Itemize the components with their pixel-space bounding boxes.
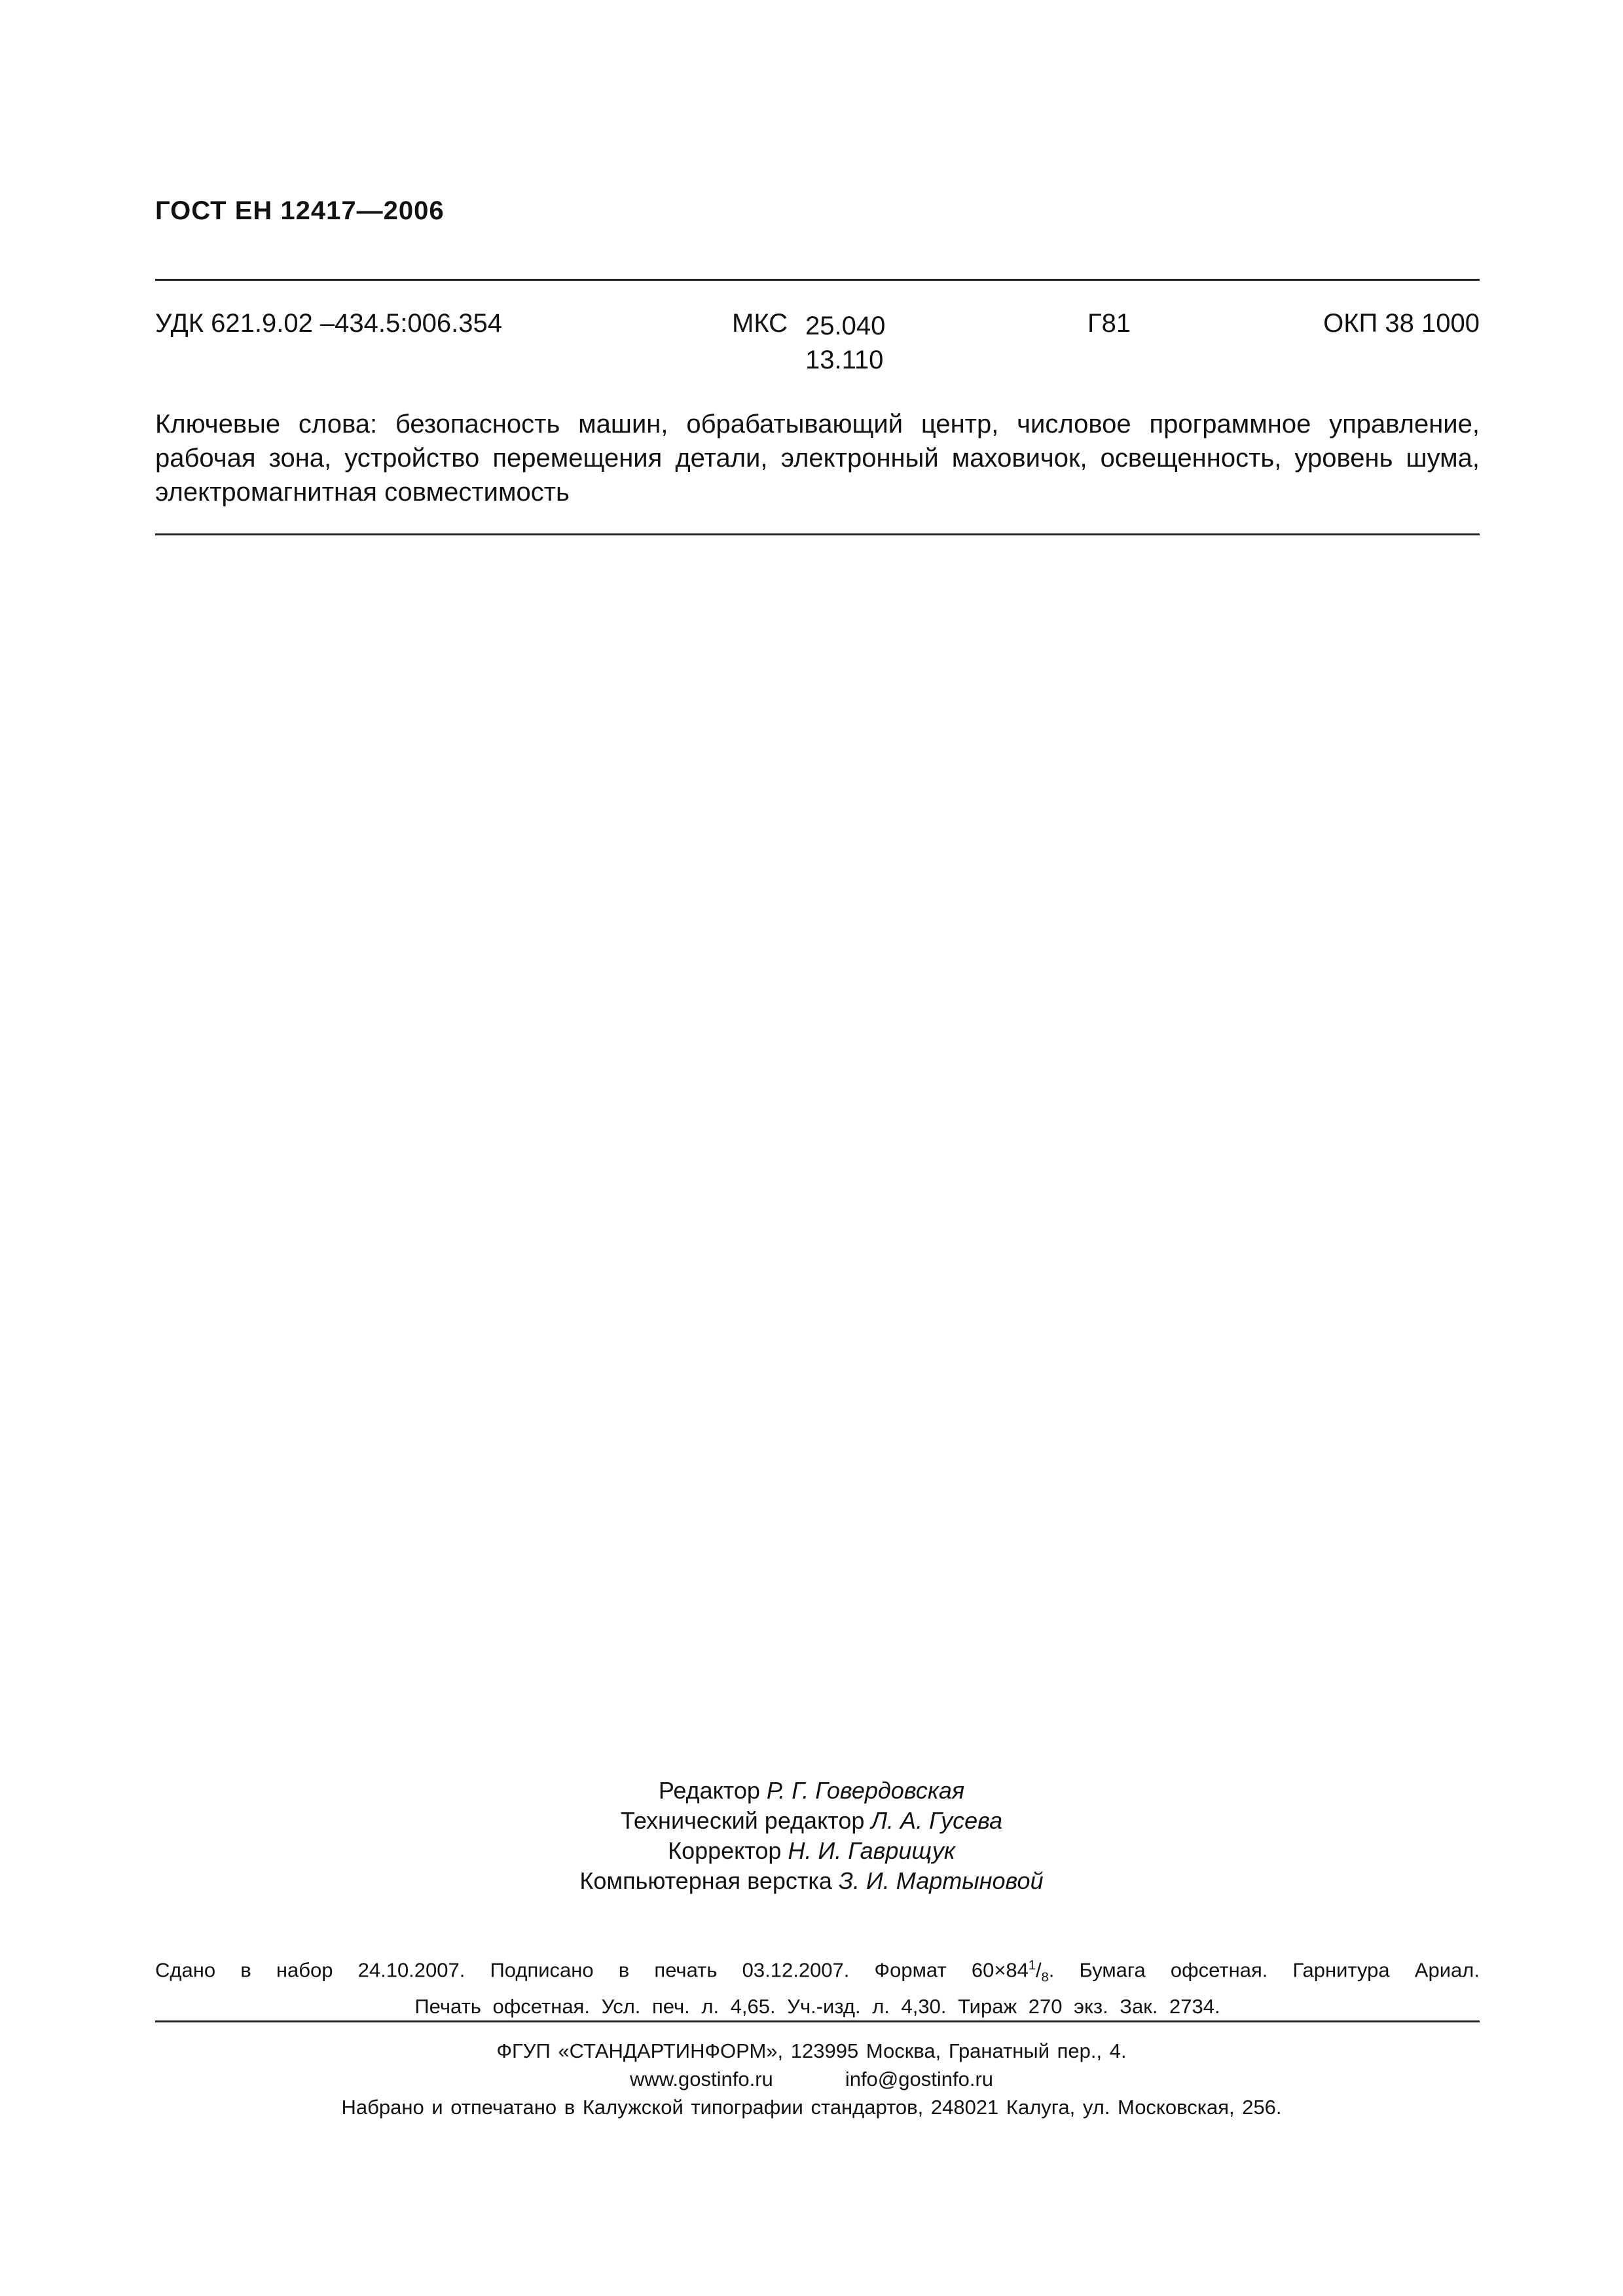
credit-role: Технический редактор [620,1807,865,1834]
credits-block [0,1776,1623,1896]
publisher-website: www.gostinfo.ru [629,2068,773,2090]
document-code: ГОСТ ЕН 12417—2006 [155,196,445,225]
format-subscript: 8 [1041,1970,1049,1985]
printing-house: Набрано и отпечатано в Калужской типографии стандартов, 248021 Калуга, ул. Московская, 256. [341,2096,1282,2119]
top-divider [155,279,1480,281]
imprint-text: Сдано в набор 24.10.2007. Подписано в печать 03.12.2007. Формат 60×84 [155,1958,1029,1982]
mks-code-1: 25.040 [805,312,886,340]
credit-role: Корректор [668,1837,782,1864]
okp-code: ОКП 38 1000 [1323,309,1480,338]
credit-name: З. И. Мартыновой [838,1867,1044,1894]
imprint-text: . Бумага офсетная. Гарнитура Ариал. [1048,1958,1480,1982]
group-code: Г81 [1087,309,1131,338]
imprint-line-1 [155,1952,1480,1992]
credit-name: Н. И. Гаврищук [788,1837,955,1864]
format-superscript: 1 [1028,1958,1036,1973]
credit-corrector [0,1836,1623,1866]
publisher-divider [155,2020,1480,2022]
credit-editor [0,1776,1623,1806]
publisher-email: info@gostinfo.ru [845,2068,994,2090]
publisher-address: ФГУП «СТАНДАРТИНФОРМ», 123995 Москва, Гранатный пер., 4. [496,2039,1127,2062]
imprint-line-2: Печать офсетная. Усл. печ. л. 4,65. Уч.-изд. л. 4,30. Тираж 270 экз. Зак. 2734. [414,1994,1220,2018]
credit-name: Л. А. Гусева [871,1807,1003,1834]
credit-role: Компьютерная верстка [579,1867,832,1894]
mks-label: МКС [732,309,788,338]
imprint-block [155,1952,1480,2020]
credit-tech-editor [0,1806,1623,1836]
keywords-divider [155,533,1480,535]
keywords-paragraph: Ключевые слова: безопасность машин, обрабатывающий центр, числовое программное управление, рабочая зона, устройство перемещения детали, электронный маховичок, освещенность, уровень шума, электромагнитная совместимость [155,410,1480,507]
credit-name: Р. Г. Говердовская [766,1777,965,1804]
mks-codes [805,309,885,377]
mks-code-2: 13.110 [805,346,884,374]
credit-role: Редактор [658,1777,760,1804]
udk-code: УДК 621.9.02 –434.5:006.354 [155,309,502,338]
format-separator: / [1036,1958,1042,1982]
publisher-contacts [0,2065,1623,2093]
publisher-block [0,2037,1623,2121]
credit-layout [0,1866,1623,1896]
